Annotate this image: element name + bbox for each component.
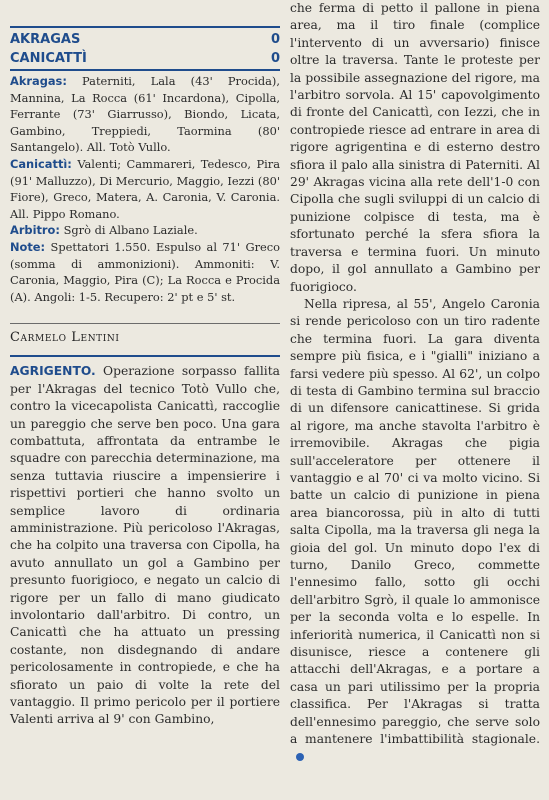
notes-label: Note: — [10, 239, 46, 254]
article-right-paragraph-2 — [290, 296, 540, 766]
notes-text: Spettatori 1.550. Espulso al 71' Greco (somma di ammonizioni). Ammoniti: V. Caronia, Maggio, Pira (C); La Rocca e Procida (A). Angoli: 1-5. Recupero: 2' pt e 5' st. — [10, 239, 281, 304]
lineup-akragas-text: Paterniti, Lala (43' Procida), Mannina, La Rocca (61' Incardona), Cipolla, Ferrante (73' Giarrusso), Biondo, Licata, Gambino, Treppiedi, Taormina (80' Santangelo). All. Totò Vullo. — [10, 74, 280, 155]
lineup-akragas — [10, 73, 280, 156]
notes — [10, 239, 280, 305]
article-lead-text: Operazione sorpasso fallita per l'Akragas del tecnico Totò Vullo che, contro la vicecapolista Canicattì, raccoglie un pareggio che serve ben poco. Una gara combattuta, affrontata da entrambe le squadre con parecchia determinazione, ma senza tuttavia riuscire a impensierire i rispettivi portieri che hanno svolto un semplice lavoro di ordinaria amministrazione. Più pericoloso l'Akragas, che ha colpito una traversa con Cipolla, ha avuto annullato un gol a Gambino per presunto fuorigioco, e negato un calcio di rigore per un fallo di mano giudicato involontario dall'arbitro. Di contro, un Canicattì che ha attuato un pressing costante, non disdegnando di andare pericolosamente in contropiede, e che ha sfiorato un paio di volte la rete del vantaggio. Il primo pericolo per il portiere Valenti arriva al 9' con Gambino, — [10, 364, 280, 727]
dateline: AGRIGENTO. — [10, 364, 96, 379]
lineup-canicatti — [10, 156, 280, 222]
article-second-half: Nella ripresa, al 55', Angelo Caronia si rende pericoloso con un tiro radente che termina fuori. La gara diventa sempre più fisica, e i "gialli" iniziano a farsi vedere più spesso. Al 62', un colpo di testa di Gambino termina sul braccio di un difensore canicattinese. Si grida al rigore, ma anche stavolta l'arbitro è irremovibile. Akragas che pigia sull'acceleratore per ottenere il vantaggio e al 70' ci va molto vicino. Si batte un calcio di punizione in piena area biancorossa, più in alto di tutti salta Cipolla, ma la traversa gli nega la gioia del gol. Un minuto dopo l'ex di turno, Danilo Greco, commette l'ennesimo fallo, sotto gli occhi dell'arbitro Sgrò, il quale lo ammonisce per la seconda volta e lo espelle. In inferiorità numerica, il Canicattì non si disunisce, riesce a contenere gli attacchi dell'Akragas, e a portare a casa un pari utilissimo per la propria classifica. Per l'Akragas si tratta dell'ennesimo pareggio, che serve solo a mantenere l'imbattibilità stagionale. — [290, 296, 540, 747]
referee — [10, 222, 280, 239]
end-of-article-dot-icon — [296, 753, 304, 761]
byline-bottom-rule — [10, 355, 280, 357]
article-right-paragraph-1 — [290, 0, 540, 296]
lineup-akragas-label: Akragas: — [10, 74, 67, 88]
scoreboard-away-row — [10, 49, 280, 68]
home-score: 0 — [270, 32, 280, 47]
referee-label: Arbitro: — [10, 223, 60, 238]
left-column — [10, 26, 280, 729]
lineup-canicatti-label: Canicattì: — [10, 156, 72, 171]
article-left-paragraph — [10, 363, 280, 729]
referee-text: Sgrò di Albano Laziale. — [63, 223, 198, 238]
scoreboard-top-rule — [10, 26, 280, 28]
byline: Carmelo Lentini — [10, 330, 120, 346]
scoreboard-home-row — [10, 30, 280, 49]
scoreboard-bottom-rule — [10, 69, 280, 71]
home-team: AKRAGAS — [10, 32, 81, 47]
byline-block — [10, 323, 280, 357]
article-continuation: che ferma di petto il pallone in piena area, ma il tiro finale (complice l'intervento di un avversario) finisce oltre la traversa. Tante le proteste per la possibile assegnazione del rigore, ma l'arbitro sorvola. Al 15' capovolgimento di fronte del Canicattì, con Iezzi, che in contropiede riesce ad entrare in area di rigore agrigentina e di esterno destro sfiora il palo alla sinistra di Paterniti. Al 29' Akragas vicina alla rete dell'1-0 con Cipolla che sugli sviluppi di un calcio di punizione colpisce di testa, ma è sfortunato perché la sfera sfiora la traversa e termina fuori. Un minuto dopo, il gol annullato a Gambino per fuorigioco. — [290, 1, 540, 294]
right-column — [290, 0, 540, 766]
lineup-canicatti-text: Valenti; Cammareri, Tedesco, Pira (91' Malluzzo), Di Mercurio, Maggio, Iezzi (80' Fiore), Greco, Matera, A. Caronia, V. Caronia. All. Pippo Romano. — [10, 156, 280, 221]
away-team: CANICATTÌ — [10, 51, 87, 66]
away-score: 0 — [270, 51, 280, 66]
